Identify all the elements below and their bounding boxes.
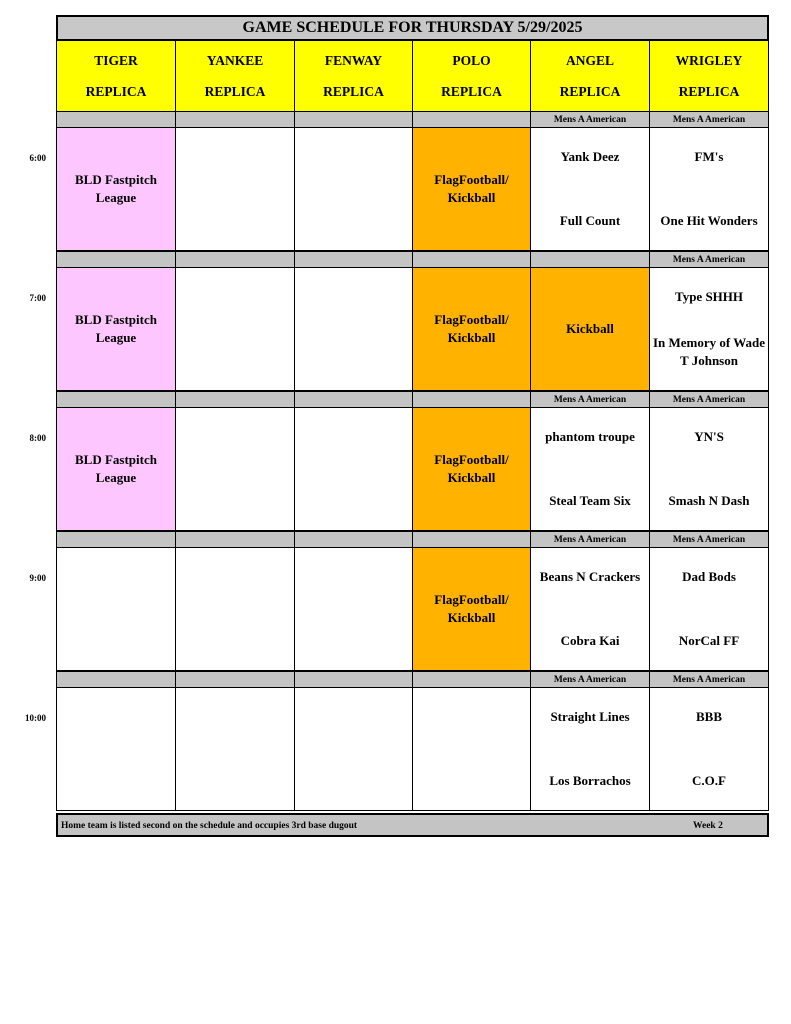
- game-cell: [649, 687, 769, 811]
- league-band: [294, 111, 413, 128]
- game-cell: [649, 127, 769, 251]
- away-team: YN'S: [694, 429, 724, 444]
- league-band: [56, 671, 176, 688]
- league-band: Mens A American: [530, 671, 650, 688]
- league-band: Mens A American: [649, 391, 769, 408]
- league-band: [412, 531, 531, 548]
- league-band: [175, 111, 295, 128]
- league-band: Mens A American: [649, 251, 769, 268]
- game-cell: [56, 407, 176, 531]
- game-cell: [412, 407, 531, 531]
- schedule-table: [56, 15, 769, 838]
- game-cell: [530, 407, 650, 531]
- league-band: [294, 531, 413, 548]
- league-band: [175, 251, 295, 268]
- venue-name: FENWAY: [324, 52, 383, 68]
- league-band: [412, 251, 531, 268]
- league-band: [294, 671, 413, 688]
- venue-name: POLO: [452, 52, 491, 68]
- game-cell: [412, 267, 531, 391]
- league-band: Mens A American: [530, 111, 650, 128]
- venue-sub: REPLICA: [441, 83, 502, 99]
- home-team: C.O.F: [692, 773, 726, 788]
- game-cell: [56, 547, 176, 671]
- league-band: Mens A American: [649, 671, 769, 688]
- event-label: FlagFootball/ Kickball: [434, 172, 509, 205]
- game-cell: [56, 127, 176, 251]
- away-team: phantom troupe: [545, 429, 635, 444]
- time-label: 10:00: [25, 713, 46, 723]
- away-team: Yank Deez: [560, 149, 620, 164]
- game-cell: [175, 687, 295, 811]
- home-team: In Memory of Wade T Johnson: [652, 335, 766, 368]
- game-cell: [294, 687, 413, 811]
- game-cell: [56, 687, 176, 811]
- venue-header-wrigley: [649, 40, 769, 112]
- venue-sub: REPLICA: [204, 83, 266, 99]
- game-cell: [175, 127, 295, 251]
- event-label: BLD Fastpitch League: [75, 172, 157, 205]
- venue-header-polo: [412, 40, 531, 112]
- home-team: Smash N Dash: [668, 493, 750, 508]
- game-cell: [412, 127, 531, 251]
- venue-sub: REPLICA: [678, 83, 740, 99]
- away-team: Beans N Crackers: [539, 569, 641, 584]
- event-label: Kickball: [566, 321, 614, 336]
- league-band: Mens A American: [649, 531, 769, 548]
- venue-name: YANKEE: [206, 52, 264, 68]
- game-cell: [175, 267, 295, 391]
- venue-header-yankee: [175, 40, 295, 112]
- week-label: Week 2: [693, 821, 723, 831]
- time-label: 7:00: [29, 293, 46, 303]
- event-label: BLD Fastpitch League: [75, 452, 157, 485]
- home-team: One Hit Wonders: [660, 213, 758, 228]
- game-cell: [530, 267, 650, 391]
- venue-name: TIGER: [94, 52, 138, 68]
- league-band: [56, 251, 176, 268]
- venue-header-fenway: [294, 40, 413, 112]
- footer-note: Home team is listed second on the schedule and occupies 3rd base dugout: [61, 821, 358, 831]
- away-team: Type SHHH: [674, 289, 744, 304]
- time-label: 6:00: [29, 153, 46, 163]
- league-band: [294, 391, 413, 408]
- venue-sub: REPLICA: [85, 83, 147, 99]
- league-band: [530, 251, 650, 268]
- schedule-title: GAME SCHEDULE FOR THURSDAY 5/29/2025: [56, 15, 769, 41]
- venue-header-angel: [530, 40, 650, 112]
- time-label: 8:00: [29, 433, 46, 443]
- league-band: Mens A American: [649, 111, 769, 128]
- league-band: Mens A American: [530, 391, 650, 408]
- home-team: Los Borrachos: [549, 773, 631, 788]
- game-cell: [530, 547, 650, 671]
- game-cell: [412, 687, 531, 811]
- league-band: [175, 391, 295, 408]
- league-band: [56, 531, 176, 548]
- game-cell: [294, 547, 413, 671]
- league-band: [412, 671, 531, 688]
- away-team: Dad Bods: [682, 569, 736, 584]
- game-cell: [175, 407, 295, 531]
- game-cell: [294, 127, 413, 251]
- league-band: [412, 391, 531, 408]
- league-band: [56, 391, 176, 408]
- home-team: NorCal FF: [678, 633, 740, 648]
- event-label: FlagFootball/ Kickball: [434, 452, 509, 485]
- away-team: BBB: [695, 709, 722, 724]
- event-label: BLD Fastpitch League: [75, 312, 157, 345]
- league-band: [56, 111, 176, 128]
- away-team: Straight Lines: [550, 709, 630, 724]
- venue-name: ANGEL: [565, 52, 614, 68]
- venue-sub: REPLICA: [323, 83, 384, 99]
- game-cell: [412, 547, 531, 671]
- event-label: FlagFootball/ Kickball: [434, 312, 509, 345]
- venue-name: WRIGLEY: [675, 52, 743, 68]
- home-team: Steal Team Six: [549, 493, 631, 508]
- venue-header-tiger: [56, 40, 176, 112]
- event-label: FlagFootball/ Kickball: [434, 592, 509, 625]
- game-cell: [294, 407, 413, 531]
- venue-sub: REPLICA: [559, 83, 621, 99]
- game-cell: [294, 267, 413, 391]
- home-team: Full Count: [559, 213, 621, 228]
- away-team: FM's: [694, 149, 724, 164]
- time-label: 9:00: [29, 573, 46, 583]
- game-cell: [649, 547, 769, 671]
- game-cell: [530, 127, 650, 251]
- league-band: [175, 531, 295, 548]
- game-cell: [530, 687, 650, 811]
- game-cell: [56, 267, 176, 391]
- home-team: Cobra Kai: [560, 633, 620, 648]
- league-band: [175, 671, 295, 688]
- game-cell: [649, 267, 769, 391]
- schedule-footer: [56, 813, 769, 837]
- league-band: [294, 251, 413, 268]
- league-band: [412, 111, 531, 128]
- league-band: Mens A American: [530, 531, 650, 548]
- game-cell: [175, 547, 295, 671]
- game-cell: [649, 407, 769, 531]
